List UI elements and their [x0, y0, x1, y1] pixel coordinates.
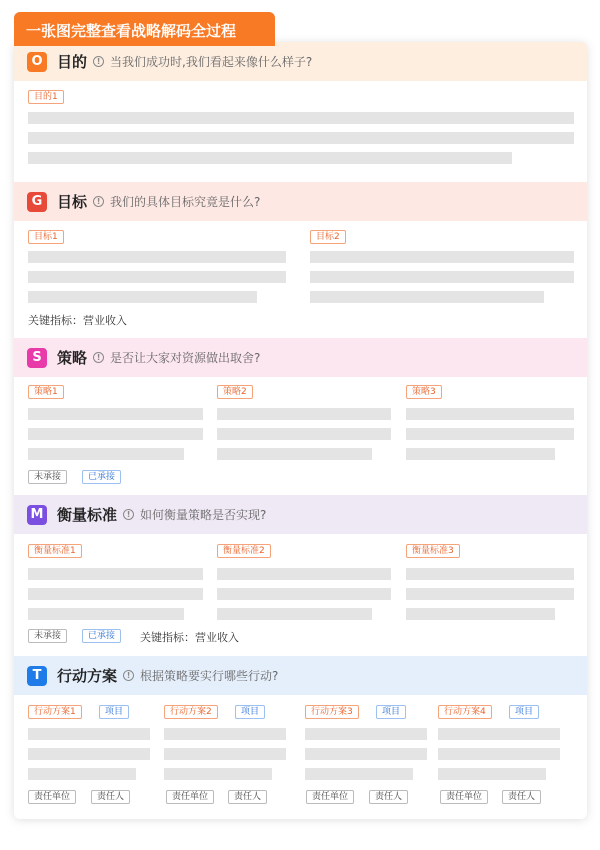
tag-project: 项目 — [509, 705, 539, 719]
status-not-assigned: 未承接 — [28, 470, 67, 484]
placeholder-bar — [28, 428, 203, 440]
info-icon: ! — [123, 509, 134, 520]
tag-responsible-person: 责任人 — [228, 790, 267, 804]
badge-o: O — [27, 52, 47, 72]
placeholder-bar — [217, 408, 391, 420]
tag-project: 项目 — [99, 705, 129, 719]
placeholder-bar — [28, 728, 150, 740]
section-title-goal: 目标 — [57, 193, 88, 211]
tag-action-plan-1: 行动方案1 — [28, 705, 82, 719]
section-header-strategy — [14, 338, 587, 377]
placeholder-bar — [406, 448, 555, 460]
tag-project: 项目 — [376, 705, 406, 719]
placeholder-bar — [406, 608, 555, 620]
info-icon: ! — [93, 352, 104, 363]
placeholder-bar — [164, 728, 286, 740]
placeholder-bar — [406, 568, 574, 580]
tag-measure-1: 衡量标准1 — [28, 544, 82, 558]
section-question-tactics: 根据策略要实行哪些行动? — [140, 669, 279, 683]
placeholder-bar — [438, 748, 560, 760]
placeholder-bar — [310, 271, 574, 283]
placeholder-bar — [28, 588, 203, 600]
tag-action-plan-3: 行动方案3 — [305, 705, 359, 719]
tag-action-plan-2: 行动方案2 — [164, 705, 218, 719]
tag-strategy-2: 策略2 — [217, 385, 253, 399]
status-assigned: 已承接 — [82, 470, 121, 484]
section-header-goal — [14, 182, 587, 221]
placeholder-bar — [406, 428, 574, 440]
info-icon: ! — [123, 670, 134, 681]
tag-responsible-unit: 责任单位 — [166, 790, 214, 804]
section-title-objective: 目的 — [57, 53, 88, 71]
status-assigned: 已承接 — [82, 629, 121, 643]
placeholder-bar — [28, 568, 203, 580]
tag-strategy-1: 策略1 — [28, 385, 64, 399]
tag-project: 项目 — [235, 705, 265, 719]
badge-t: T — [27, 666, 47, 686]
section-header-objective — [14, 42, 587, 81]
tag-responsible-person: 责任人 — [369, 790, 408, 804]
section-title-tactics: 行动方案 — [57, 667, 118, 685]
section-question-objective: 当我们成功时,我们看起来像什么样子? — [110, 55, 313, 69]
tag-action-plan-4: 行动方案4 — [438, 705, 492, 719]
placeholder-bar — [217, 428, 391, 440]
tag-responsible-person: 责任人 — [91, 790, 130, 804]
ogsmt-card — [14, 42, 587, 819]
placeholder-bar — [438, 768, 546, 780]
info-icon: ! — [93, 56, 104, 67]
section-question-goal: 我们的具体目标究竟是什么? — [110, 195, 261, 209]
section-title-measure: 衡量标准 — [57, 506, 118, 524]
placeholder-bar — [28, 448, 184, 460]
tag-strategy-3: 策略3 — [406, 385, 442, 399]
tag-goal-1: 目标1 — [28, 230, 64, 244]
placeholder-bar — [217, 608, 372, 620]
section-header-tactics — [14, 656, 587, 695]
tag-responsible-unit: 责任单位 — [28, 790, 76, 804]
kpi-label: 关键指标：营业收入 — [140, 631, 239, 644]
tag-objective-1: 目的1 — [28, 90, 64, 104]
placeholder-bar — [438, 728, 560, 740]
placeholder-bar — [28, 132, 574, 144]
placeholder-bar — [28, 291, 257, 303]
kpi-label: 关键指标：营业收入 — [28, 314, 127, 327]
placeholder-bar — [28, 768, 136, 780]
placeholder-bar — [28, 251, 286, 263]
placeholder-bar — [305, 768, 413, 780]
info-icon: ! — [93, 196, 104, 207]
tag-measure-3: 衡量标准3 — [406, 544, 460, 558]
placeholder-bar — [28, 271, 286, 283]
badge-g: G — [27, 192, 47, 212]
status-not-assigned: 未承接 — [28, 629, 67, 643]
section-question-strategy: 是否让大家对资源做出取舍? — [110, 351, 261, 365]
section-question-measure: 如何衡量策略是否实现? — [140, 508, 267, 522]
tag-responsible-unit: 责任单位 — [440, 790, 488, 804]
placeholder-bar — [28, 608, 184, 620]
placeholder-bar — [28, 408, 203, 420]
badge-m: M — [27, 505, 47, 525]
placeholder-bar — [217, 448, 372, 460]
placeholder-bar — [217, 588, 391, 600]
placeholder-bar — [28, 112, 574, 124]
tag-responsible-person: 责任人 — [502, 790, 541, 804]
tag-responsible-unit: 责任单位 — [306, 790, 354, 804]
placeholder-bar — [305, 748, 427, 760]
placeholder-bar — [164, 748, 286, 760]
placeholder-bar — [217, 568, 391, 580]
placeholder-bar — [310, 251, 574, 263]
placeholder-bar — [310, 291, 544, 303]
placeholder-bar — [406, 408, 574, 420]
tag-goal-2: 目标2 — [310, 230, 346, 244]
placeholder-bar — [28, 748, 150, 760]
badge-s: S — [27, 348, 47, 368]
placeholder-bar — [164, 768, 272, 780]
placeholder-bar — [305, 728, 427, 740]
section-header-measure — [14, 495, 587, 534]
page-title: 一张图完整查看战略解码全过程 — [14, 12, 275, 46]
placeholder-bar — [28, 152, 512, 164]
tag-measure-2: 衡量标准2 — [217, 544, 271, 558]
section-title-strategy: 策略 — [57, 349, 88, 367]
placeholder-bar — [406, 588, 574, 600]
